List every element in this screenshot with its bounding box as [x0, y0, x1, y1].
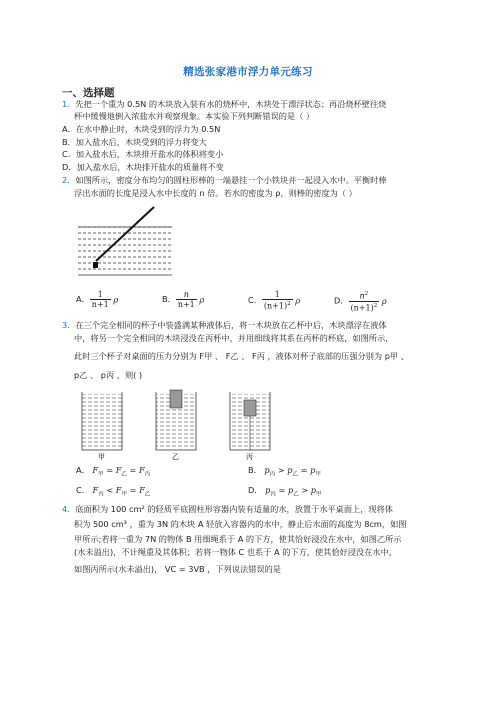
page-title: 精选张家港市浮力单元练习	[183, 66, 313, 78]
fig-label-jia: 甲	[98, 453, 105, 460]
q4-line-4: (水未溢出)，不计绳重及其体积；若将一物体 C 也系于 A 的下方，使其恰好浸没在水中，	[74, 547, 397, 557]
q2-number: 2．	[62, 175, 76, 185]
q1-number: 1．	[62, 99, 76, 109]
q4-number: 4．	[62, 504, 76, 514]
q1-option-b: B．加入盐水后，木块受到的浮力将变大	[62, 137, 207, 147]
q3-option-d: D． $p_丙 = p_乙 > p_甲$	[248, 485, 322, 498]
fig-label-bing: 丙	[246, 453, 253, 460]
q2-option-b: B． $\frac{n}{n+1}$ ρ	[162, 290, 205, 309]
q3-number: 3．	[62, 320, 76, 330]
q1-option-a: A．在水中静止时，木块受到的浮力为 0.5N	[62, 124, 221, 134]
q3-option-b: B． $p_丙 > p_乙 = p_甲$	[248, 465, 321, 478]
q4-line-3: 甲所示;若将一重为 7N 的物体 B 用细绳系于 A 的下方，使其恰好浸没在水中，如图乙所示	[74, 534, 402, 544]
q1-line-2: 杯中缓慢地倒入浓盐水并观察现象。本实验下列判断错误的是（ ）	[74, 111, 315, 121]
q3-line-2: 中，将另一个完全相同的木块浸没在丙杯中，并用细线将其系在丙杯的杯底，如图所示，	[74, 333, 394, 343]
q4-line-1: 4．底面积为 100 cm² 的轻质平底圆柱形容器内装有适量的水，放置于水平桌面上，现将体	[62, 504, 393, 514]
q2-option-c: C． $\frac{1}{(n+1)^2}$ ρ	[248, 290, 301, 311]
q2-option-a: A． $\frac{1}{n+1}$ ρ	[76, 290, 119, 309]
q2-rod-figure	[76, 205, 176, 277]
q3-line-4: p乙 、 p丙 ，则( )	[74, 370, 143, 380]
section-heading: 一、选择题	[62, 87, 115, 99]
q1-option-c: C．加入盐水后，木块排开盐水的体积将变小	[62, 149, 224, 159]
q2-line-1: 2．如图所示，密度分布均匀的圆柱形棒的一端悬挂一个小铁块并一起浸入水中。平衡时棒	[62, 175, 387, 185]
q2-line-2: 浮出水面的长度是浸入水中长度的 n 倍。若水的密度为 ρ，则棒的密度为（ ）	[74, 188, 357, 198]
fig-label-yi: 乙	[172, 453, 179, 460]
q1-line-1: 1．先把一个重为 0.5N 的木块放入装有水的烧杯中，木块处于漂浮状态；再沿烧杯壁往烧	[62, 99, 387, 109]
q4-line-2: 积为 500 cm³ ，重为 3N 的木块 A 轻放入容器内的水中，静止后水面的高度为 8cm，如图	[74, 519, 407, 529]
q3-line-1: 3．在三个完全相同的杯子中装盛满某种液体后，将一木块放在乙杯中后，木块漂浮在液体	[62, 320, 387, 330]
q3-option-c: C． $F_丙 < F_甲 = F_乙$	[76, 485, 151, 498]
q2-option-d: D． $\frac{n^2}{(n+1)^2}$ ρ	[334, 291, 387, 313]
q3-option-a: A． $F_甲 = F_乙 = F_丙$	[76, 465, 151, 478]
q4-line-5: 如图丙所示(水未溢出)， VC = 3VB ，下列说法错误的是	[74, 564, 281, 574]
q3-line-3: 此时三个杯子对桌面的压力分别为 F甲 、 F乙 、 F丙 ，液体对杯子底部的压强分别为 p甲 、	[74, 351, 409, 361]
q3-cups-figure	[76, 388, 296, 460]
q1-option-d: D．加入盐水后，木块排开盐水的质量将不变	[62, 162, 224, 172]
